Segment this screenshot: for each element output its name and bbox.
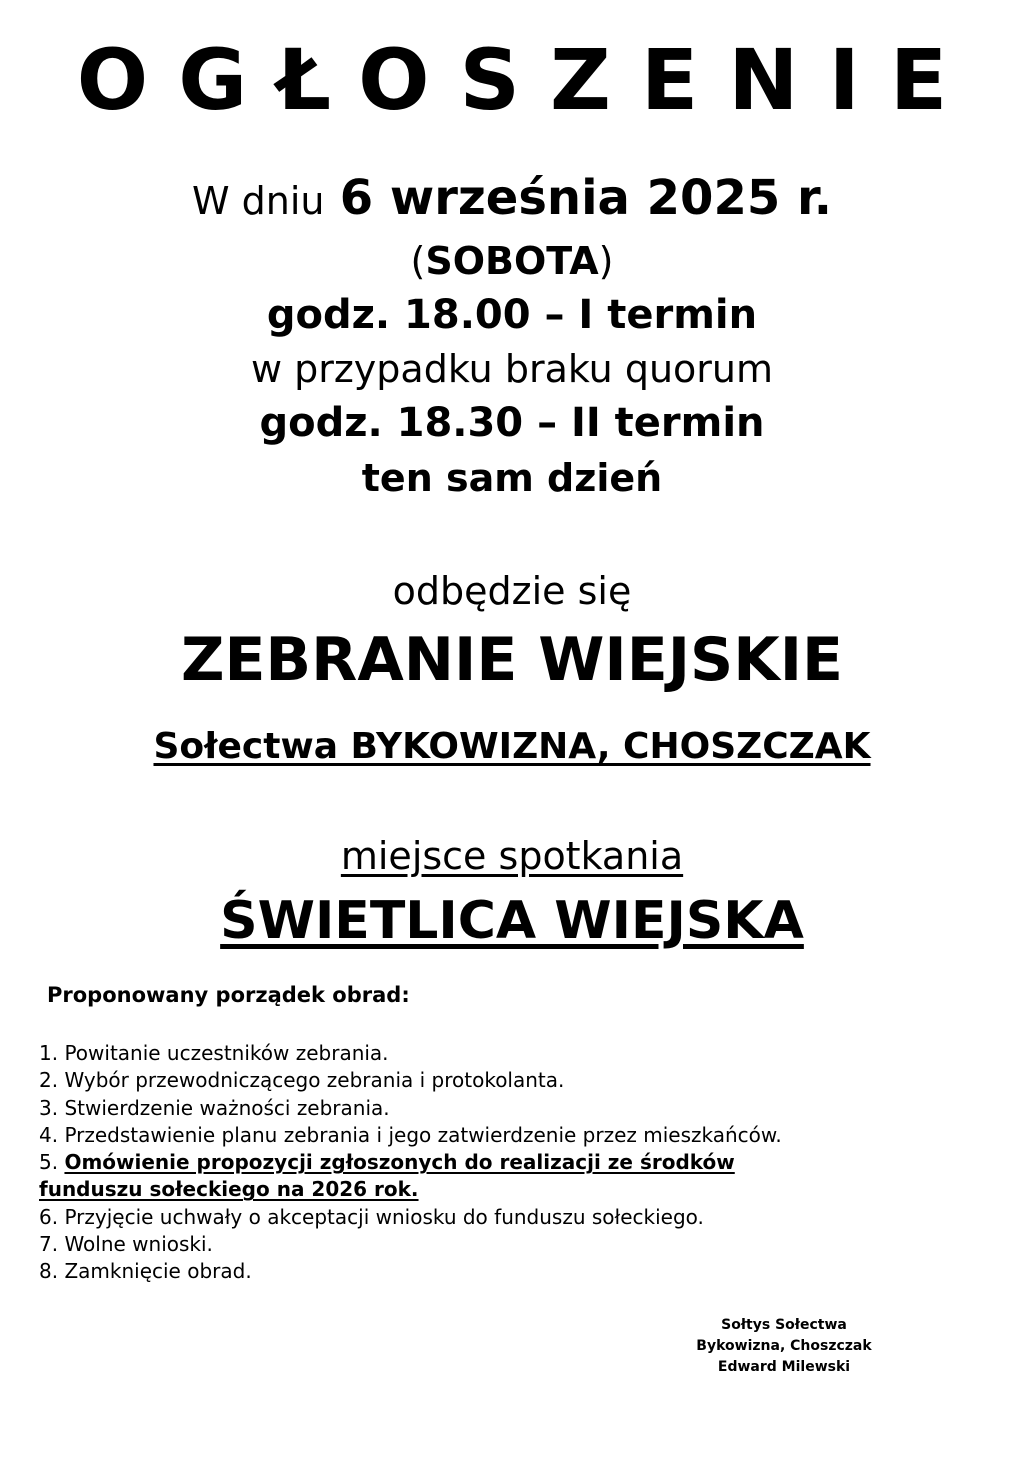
quorum-note: w przypadku braku quorum <box>250 347 774 391</box>
meeting-title: ZEBRANIE WIEJSKIE <box>180 625 844 695</box>
paren-close: ) <box>598 239 614 283</box>
agenda-item: 7. Wolne wnioski. <box>39 1232 213 1257</box>
agenda-list <box>39 1040 999 1286</box>
agenda-item: 3. Stwierdzenie ważności zebrania. <box>39 1095 390 1120</box>
signature-block <box>654 1315 914 1378</box>
signature-role: Sołtys Sołectwa <box>721 1317 847 1333</box>
signature-villages: Bykowizna, Choszczak <box>696 1338 872 1354</box>
agenda-item-5-text-continued: funduszu sołeckiego na 2026 rok. <box>39 1177 419 1202</box>
venue-name: ŚWIETLICA WIEJSKA <box>220 891 804 951</box>
first-term: godz. 18.00 – I termin <box>266 292 758 338</box>
agenda-item: 1. Powitanie uczestników zebrania. <box>39 1041 389 1065</box>
agenda-item: 2. Wybór przewodniczącego zebrania i protokolanta. <box>39 1068 565 1093</box>
agenda-item: 8. Zamknięcie obrad. <box>39 1259 252 1284</box>
same-day-note: ten sam dzień <box>361 456 663 500</box>
agenda-item: 6. Przyjęcie uchwały o akceptacji wniosku do funduszu sołeckiego. <box>39 1204 704 1229</box>
paren-open: ( <box>410 239 426 283</box>
notice-heading: OGŁOSZENIE <box>76 31 978 129</box>
agenda-item-5-continued <box>39 1176 999 1203</box>
agenda-item-5-number: 5. <box>39 1150 65 1175</box>
villages-line: Sołectwa BYKOWIZNA, CHOSZCZAK <box>153 726 871 767</box>
signature-name: Edward Milewski <box>717 1359 851 1375</box>
meeting-date: 6 września 2025 r. <box>339 170 833 226</box>
second-term: godz. 18.30 – II termin <box>259 400 765 446</box>
agenda-item: 4. Przedstawienie planu zebrania i jego zatwierdzenie przez mieszkańców. <box>39 1122 782 1147</box>
agenda-title: Proponowany porządek obrad: <box>47 983 410 1007</box>
date-prefix: W dniu <box>191 179 325 223</box>
agenda-item-5 <box>39 1149 999 1176</box>
will-take-place: odbędzie się <box>392 569 632 613</box>
venue-label: miejsce spotkania <box>340 834 684 878</box>
weekday: SOBOTA <box>425 239 599 283</box>
date-line <box>0 168 1024 231</box>
agenda-item-5-text: Omówienie propozycji zgłoszonych do realizacji ze środków <box>64 1150 735 1175</box>
weekday-line <box>0 236 1024 286</box>
